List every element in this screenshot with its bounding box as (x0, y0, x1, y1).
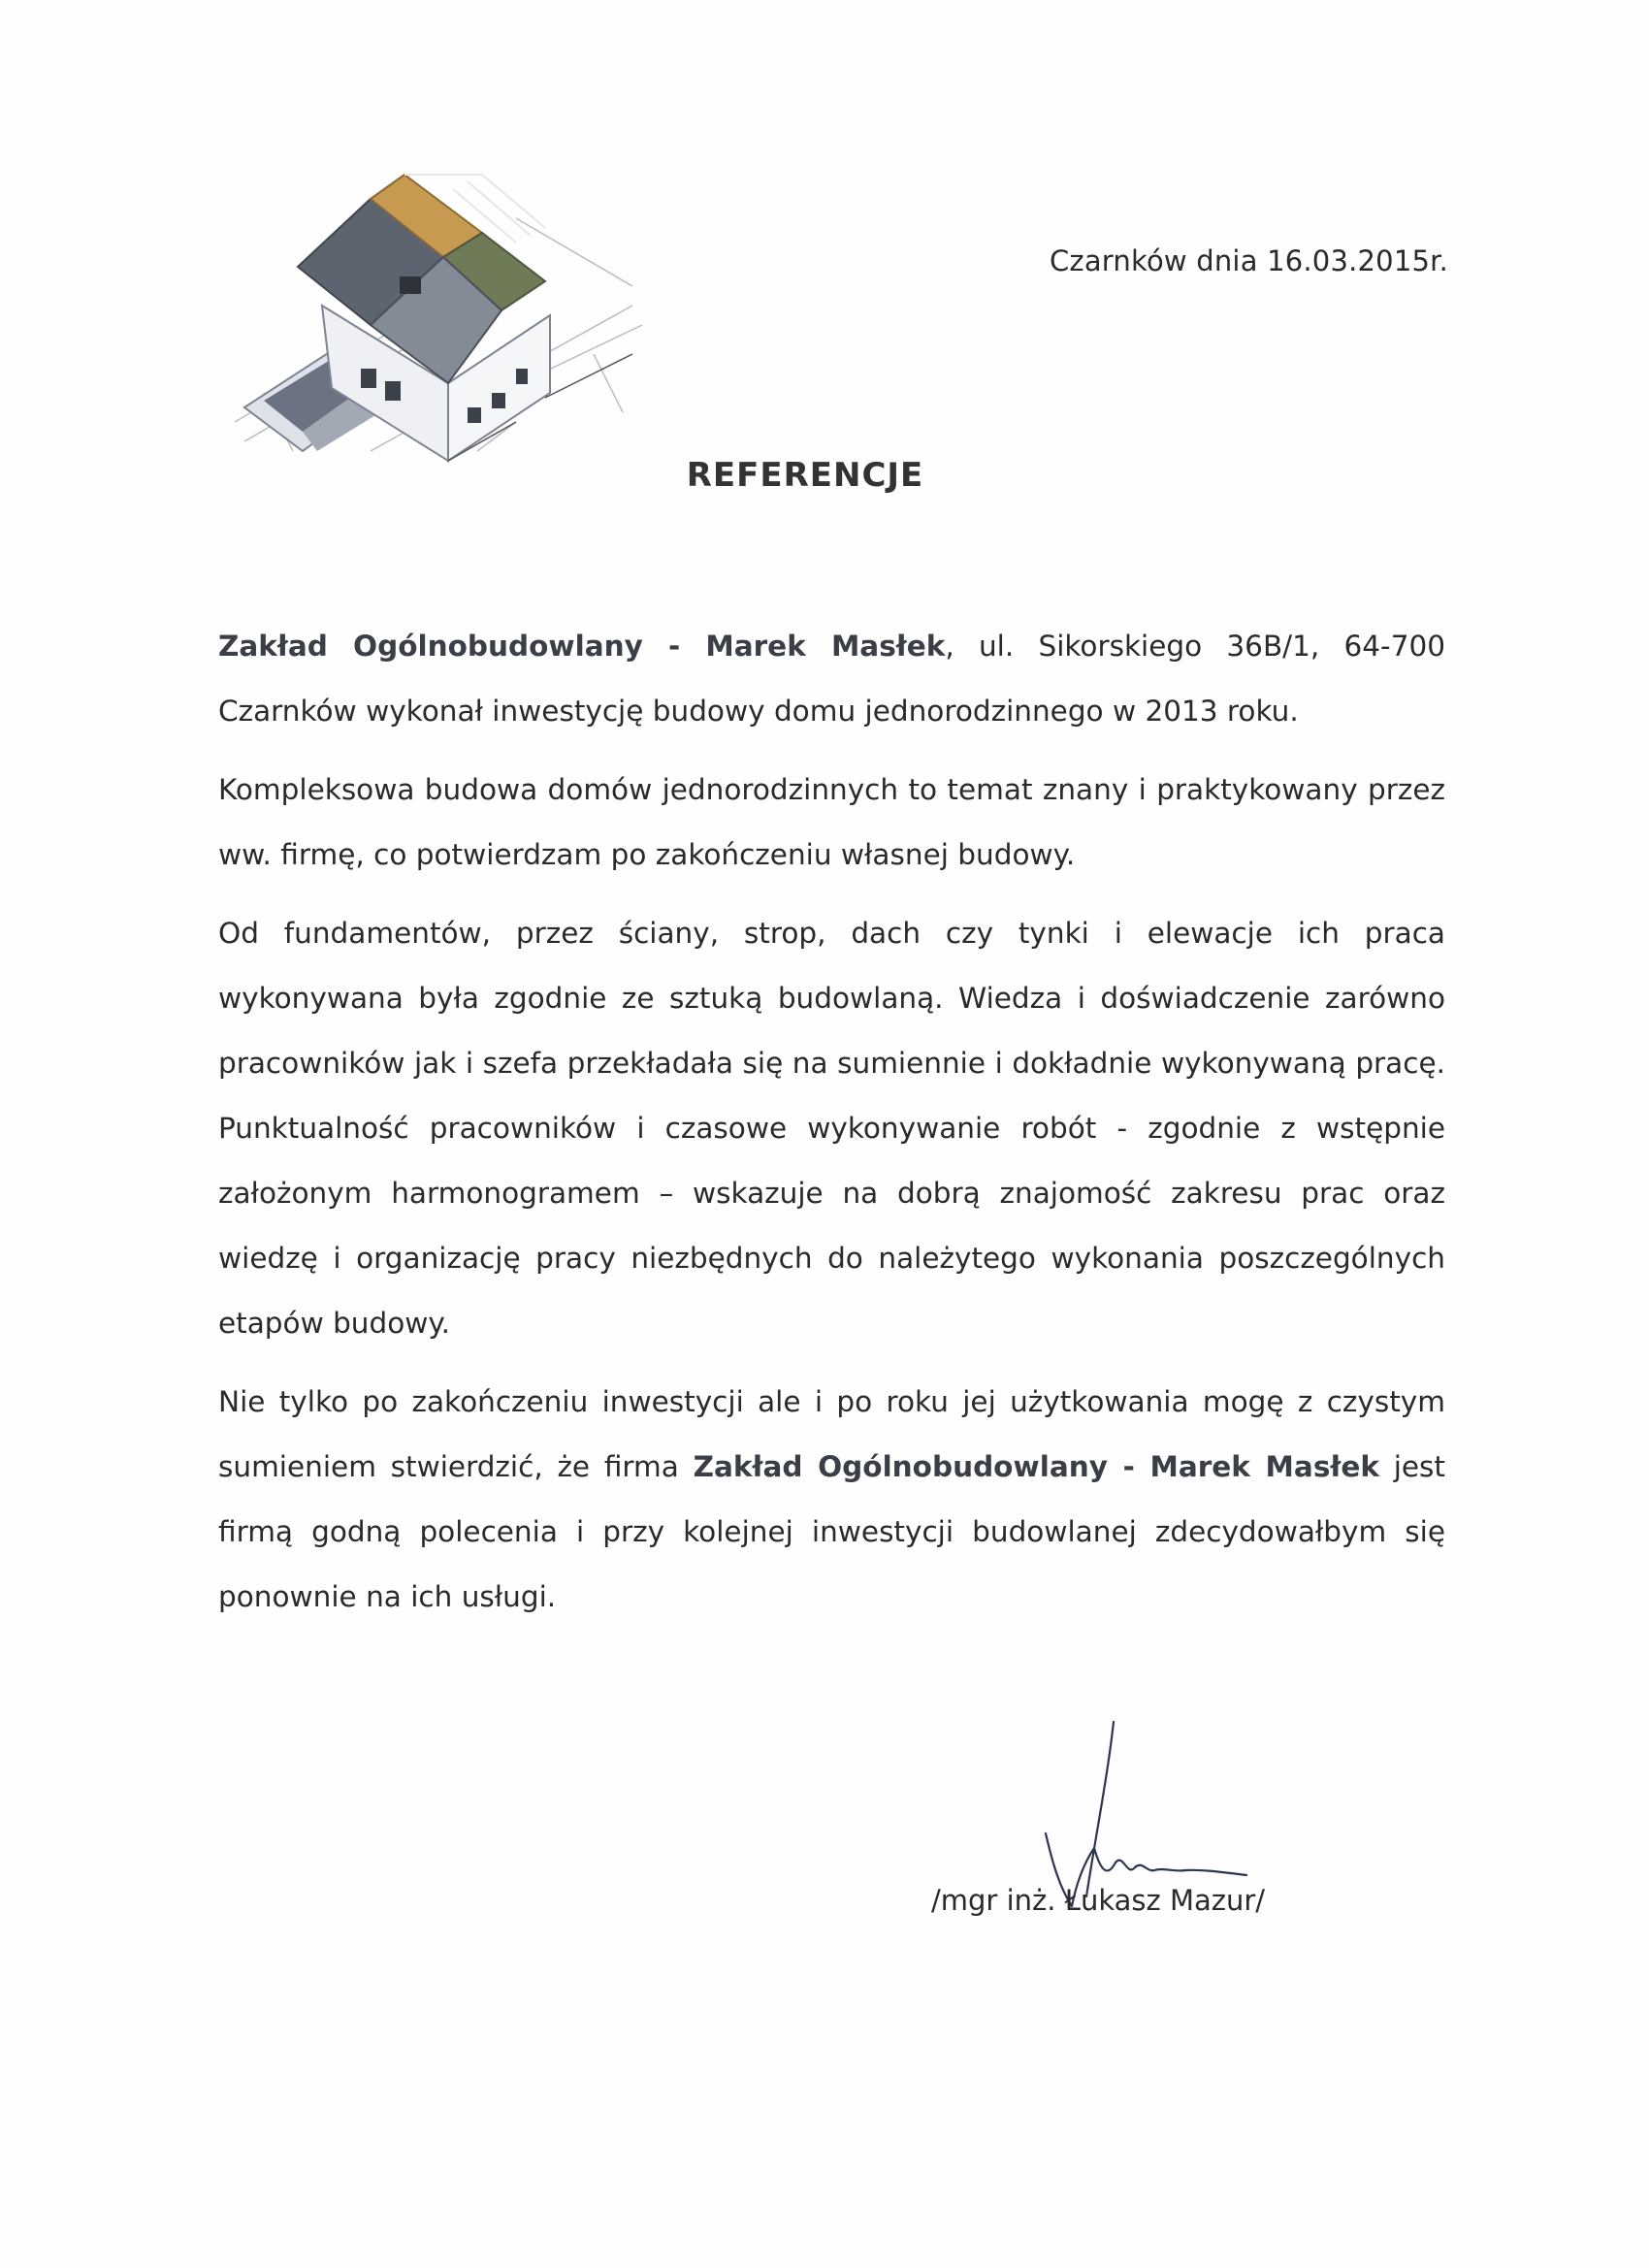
letter-title: REFERENCJE (686, 456, 924, 495)
paragraph-1-rest: wykonał inwestycję budowy domu jednorodzinnego w 2013 roku. (366, 695, 1299, 728)
paragraph-4-after: jest firmą godną polecenia i przy kolejnej inwestycji budowlanej zdecydowałbym się ponownie na ich usługi. (218, 1450, 1445, 1613)
letter-body (218, 614, 1445, 1643)
company-name-repeat: Zakład Ogólnobudowlany - Marek Masłek (693, 1450, 1379, 1483)
paragraph-4 (218, 1370, 1445, 1630)
letter-date: Czarnków dnia 16.03.2015r. (1049, 244, 1448, 277)
house-construction-logo (225, 160, 652, 466)
paragraph-2: Kompleksowa budowa domów jednorodzinnych to temat znany i praktykowany przez ww. firmę, co potwierdzam po zakończeniu własnej budowy. (218, 773, 1445, 871)
company-name: Zakład Ogólnobudowlany - Marek Masłek (218, 630, 946, 663)
handwritten-signature (1018, 1717, 1271, 1911)
paragraph-4-before: Nie tylko po zakończeniu inwestycji ale i po roku jej użytkowania mogę z czystym sumieniem stwierdzić, że firma (218, 1385, 1445, 1483)
company-address: , ul. Sikorskiego 36B/1, 64-700 Czarnków (218, 630, 1445, 728)
paragraph-1 (218, 614, 1445, 744)
paragraph-3: Od fundamentów, przez ściany, strop, dach czy tynki i elewacje ich praca wykonywana była zgodnie ze sztuką budowlaną. Wiedza i doświadczenie zarówno pracowników jak i szefa przekładała się na sumiennie i dokładnie wykonywaną pracę. Punktualność pracowników i czasowe wykonywanie robót - zgodnie z wstępnie założonym harmonogramem – wskazuje na dobrą znajomość zakresu prac oraz wiedzę i organizację pracy niezbędnych do należytego wykonania poszczególnych etapów budowy. (218, 917, 1445, 1340)
signatory-name: /mgr inż. Łukasz Mazur/ (931, 1884, 1266, 1917)
